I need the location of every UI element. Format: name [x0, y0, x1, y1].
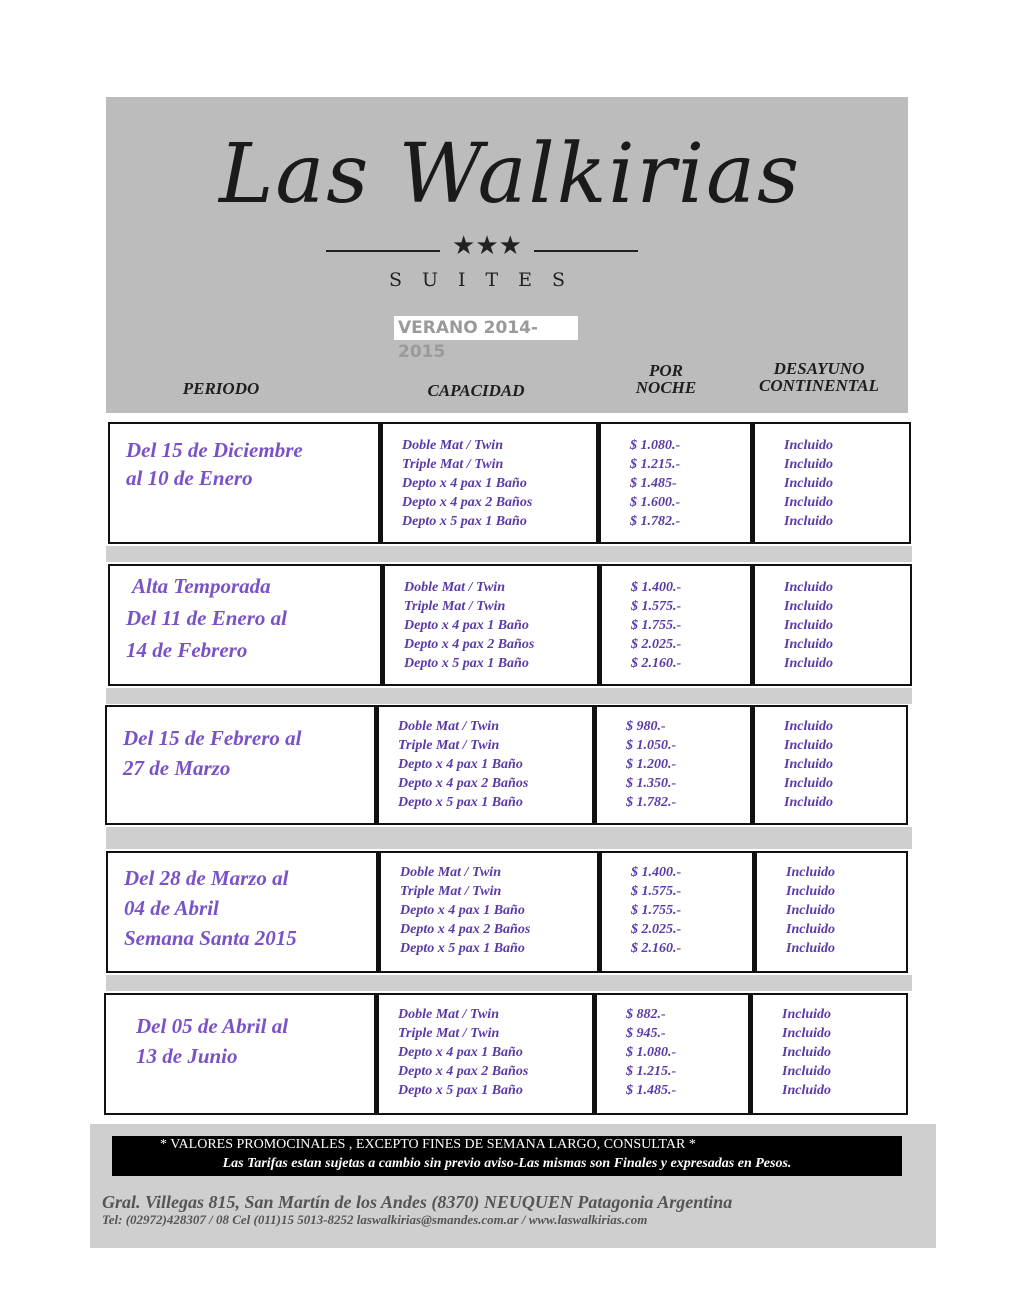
breakfast-item: Incluido	[784, 618, 834, 633]
row-separator	[106, 975, 912, 991]
breakfast-list	[786, 863, 896, 958]
period-cell	[126, 570, 374, 666]
price-item: $ 882.-	[626, 1007, 666, 1022]
capacity-item: Depto x 5 pax 1 Baño	[398, 1083, 523, 1098]
capacity-item: Depto x 5 pax 1 Baño	[400, 941, 525, 956]
period-cell	[123, 723, 368, 783]
column-divider	[750, 422, 755, 544]
breakfast-item: Incluido	[782, 1026, 832, 1041]
price-item: $ 2.160.-	[631, 656, 682, 671]
period-line: 27 de Marzo	[123, 756, 231, 780]
breakfast-item: Incluido	[786, 903, 836, 918]
capacity-item: Depto x 4 pax 2 Baños	[402, 495, 533, 510]
column-header-price-line1: POR	[649, 361, 683, 380]
price-item: $ 1.575.-	[631, 884, 682, 899]
period-line: Del 05 de Abril al	[136, 1014, 289, 1038]
breakfast-item: Incluido	[784, 457, 834, 472]
price-item: $ 2.160.-	[631, 941, 682, 956]
price-item: $ 945.-	[626, 1026, 666, 1041]
period-line: Del 15 de Febrero al	[123, 726, 302, 750]
column-header-breakfast-line1: DESAYUNO	[773, 359, 865, 378]
price-item: $ 1.485.-	[626, 1083, 677, 1098]
breakfast-item: Incluido	[786, 865, 836, 880]
breakfast-list	[784, 717, 894, 812]
price-list	[630, 436, 744, 531]
column-divider	[380, 564, 385, 686]
breakfast-item: Incluido	[784, 476, 834, 491]
price-item: $ 1.600.-	[630, 495, 681, 510]
column-divider	[597, 851, 602, 973]
price-item: $ 2.025.-	[631, 922, 682, 937]
capacity-list	[402, 436, 590, 531]
capacity-item: Depto x 4 pax 1 Baño	[398, 1045, 523, 1060]
header-banner	[106, 97, 908, 413]
column-divider	[596, 422, 601, 544]
price-item: $ 1.080.-	[626, 1045, 677, 1060]
column-divider	[378, 422, 383, 544]
price-item: $ 1.050.-	[626, 738, 677, 753]
capacity-item: Doble Mat / Twin	[400, 865, 501, 880]
capacity-item: Depto x 5 pax 1 Baño	[404, 656, 529, 671]
logo-divider-left	[326, 250, 440, 252]
capacity-item: Depto x 5 pax 1 Baño	[398, 795, 523, 810]
price-list	[631, 578, 744, 673]
column-divider	[374, 993, 379, 1115]
price-item: $ 1.782.-	[626, 795, 677, 810]
capacity-item: Triple Mat / Twin	[398, 1026, 500, 1041]
period-line: 04 de Abril	[124, 896, 219, 920]
capacity-item: Doble Mat / Twin	[398, 719, 499, 734]
breakfast-item: Incluido	[786, 922, 836, 937]
price-item: $ 1.782.-	[630, 514, 681, 529]
capacity-item: Depto x 4 pax 2 Baños	[400, 922, 531, 937]
price-item: $ 1.400.-	[631, 580, 682, 595]
price-item: $ 1.215.-	[626, 1064, 677, 1079]
breakfast-item: Incluido	[786, 941, 836, 956]
capacity-item: Depto x 4 pax 1 Baño	[398, 757, 523, 772]
price-list	[626, 1005, 742, 1100]
breakfast-item: Incluido	[784, 757, 834, 772]
breakfast-item: Incluido	[784, 656, 834, 671]
capacity-list	[400, 863, 591, 958]
period-cell	[126, 436, 372, 492]
column-divider	[376, 851, 381, 973]
breakfast-item: Incluido	[784, 719, 834, 734]
period-line: Del 11 de Enero al	[126, 606, 287, 630]
period-cell	[122, 1011, 368, 1071]
period-line: al 10 de Enero	[126, 466, 253, 490]
column-divider	[750, 705, 755, 825]
brand-logo-script: Las Walkirias	[218, 127, 802, 222]
breakfast-item: Incluido	[784, 795, 834, 810]
logo-divider-right	[534, 250, 638, 252]
column-header-period: PERIODO	[182, 379, 260, 398]
column-divider	[752, 851, 757, 973]
capacity-list	[404, 578, 591, 673]
season-label: VERANO 2014-2015	[394, 316, 578, 340]
breakfast-item: Incluido	[784, 776, 834, 791]
price-item: $ 1.215.-	[630, 457, 681, 472]
capacity-item: Depto x 4 pax 1 Baño	[404, 618, 529, 633]
price-item: $ 980.-	[626, 719, 666, 734]
period-line: Del 28 de Marzo al	[124, 866, 289, 890]
breakfast-item: Incluido	[784, 495, 834, 510]
breakfast-item: Incluido	[784, 637, 834, 652]
breakfast-item: Incluido	[784, 514, 834, 529]
row-separator	[106, 688, 912, 704]
capacity-item: Depto x 4 pax 2 Baños	[404, 637, 535, 652]
column-divider	[592, 705, 597, 825]
column-divider	[597, 564, 602, 686]
breakfast-item: Incluido	[784, 738, 834, 753]
capacity-item: Depto x 4 pax 1 Baño	[402, 476, 527, 491]
column-divider	[748, 993, 753, 1115]
price-item: $ 1.400.-	[631, 865, 682, 880]
period-line: Semana Santa 2015	[124, 926, 297, 950]
period-line: 13 de Junio	[136, 1044, 238, 1068]
breakfast-list	[784, 578, 894, 673]
breakfast-item: Incluido	[786, 884, 836, 899]
price-item: $ 1.200.-	[626, 757, 677, 772]
price-item: $ 1.575.-	[631, 599, 682, 614]
period-cell	[124, 863, 370, 953]
breakfast-item: Incluido	[784, 580, 834, 595]
capacity-list	[398, 1005, 586, 1100]
period-line: Del 15 de Diciembre	[126, 438, 303, 462]
column-header-price-line2: NOCHE	[635, 378, 697, 397]
breakfast-item: Incluido	[782, 1064, 832, 1079]
column-divider	[592, 993, 597, 1115]
capacity-item: Doble Mat / Twin	[404, 580, 505, 595]
hotel-contact: Tel: (02972)428307 / 08 Cel (011)15 5013-8252 laswalkirias@smandes.com.ar / www.laswalkirias.com	[102, 1212, 648, 1227]
capacity-item: Doble Mat / Twin	[402, 438, 503, 453]
capacity-item: Depto x 4 pax 2 Baños	[398, 776, 529, 791]
breakfast-item: Incluido	[782, 1007, 832, 1022]
column-divider	[750, 564, 755, 686]
column-header-breakfast	[742, 360, 896, 394]
capacity-item: Triple Mat / Twin	[400, 884, 502, 899]
price-item: $ 1.755.-	[631, 618, 682, 633]
hotel-address: Gral. Villegas 815, San Martín de los Andes (8370) NEUQUEN Patagonia Argentina	[102, 1192, 733, 1212]
breakfast-item: Incluido	[784, 599, 834, 614]
price-list	[626, 717, 744, 812]
breakfast-item: Incluido	[784, 438, 834, 453]
price-item: $ 1.080.-	[630, 438, 681, 453]
price-list	[631, 863, 746, 958]
brand-subtitle: SUITES	[388, 269, 586, 291]
breakfast-item: Incluido	[782, 1083, 832, 1098]
footer	[90, 1124, 936, 1248]
breakfast-list	[782, 1005, 892, 1100]
column-header-capacity: CAPACIDAD	[427, 381, 525, 400]
price-item: $ 1.350.-	[626, 776, 677, 791]
capacity-item: Depto x 5 pax 1 Baño	[402, 514, 527, 529]
star-rating-icon: ★★★	[452, 231, 522, 261]
capacity-item: Depto x 4 pax 2 Baños	[398, 1064, 529, 1079]
capacity-item: Depto x 4 pax 1 Baño	[400, 903, 525, 918]
capacity-item: Triple Mat / Twin	[404, 599, 506, 614]
period-line: Alta Temporada	[132, 574, 271, 598]
capacity-item: Triple Mat / Twin	[398, 738, 500, 753]
capacity-list	[398, 717, 586, 812]
breakfast-item: Incluido	[782, 1045, 832, 1060]
period-line: 14 de Febrero	[126, 638, 248, 662]
price-item: $ 1.485-	[630, 476, 677, 491]
price-item: $ 1.755.-	[631, 903, 682, 918]
column-header-price	[616, 362, 716, 396]
column-divider	[374, 705, 379, 825]
column-header-breakfast-line2: CONTINENTAL	[759, 376, 879, 395]
price-disclaimer: Las Tarifas estan sujetas a cambio sin previo aviso-Las mismas son Finales y expresadas en Pesos.	[222, 1156, 792, 1171]
row-separator	[106, 546, 912, 562]
capacity-item: Triple Mat / Twin	[402, 457, 504, 472]
price-item: $ 2.025.-	[631, 637, 682, 652]
breakfast-list	[784, 436, 894, 531]
promo-notice: * VALORES PROMOCINALES , EXCEPTO FINES DE SEMANA LARGO, CONSULTAR *	[160, 1137, 696, 1152]
row-separator	[106, 827, 912, 849]
capacity-item: Doble Mat / Twin	[398, 1007, 499, 1022]
footer-notice-bar	[112, 1136, 902, 1176]
